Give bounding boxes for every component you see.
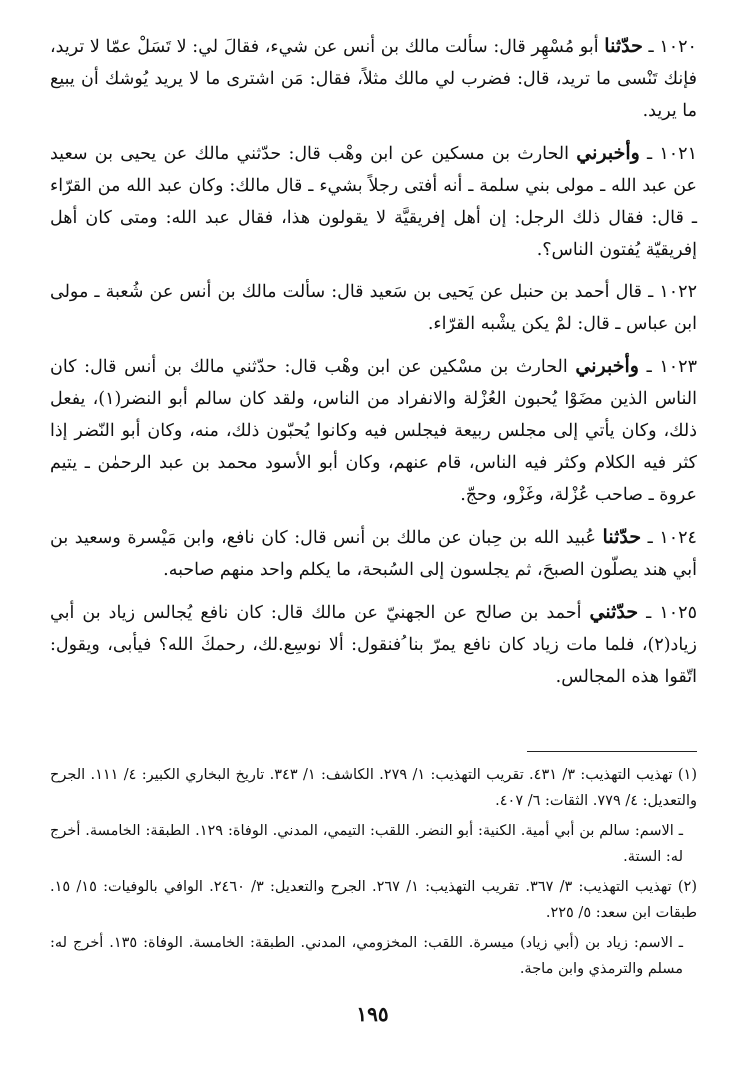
paragraph-lead-word: وأخبرني xyxy=(575,355,639,377)
paragraph-text: الحارث بن مسكين عن ابن وهْب قال: حدّثني مالك عن يحيى بن سعيد عن عبد الله ـ مولى بني سلمة ـ أنه أفتى رجلاً بشيء ـ قال مالك: وكان عبد الله من القرّاء ـ قال: فقال ذلك الرجل: إن أهل إفريقيَّة لا يقولون هذا، فقال عبد الله: ومتى كان أهل إفريقيّة يُفتون الناس؟. xyxy=(50,144,697,260)
paragraph-lead-word: حدّثني xyxy=(589,601,639,623)
paragraph-lead-word: حدّثنا xyxy=(604,35,643,57)
footnote-2-bio: ـ الاسم: زياد بن (أبي زياد) ميسرة. اللقب: المخزومي، المدني. الطبقة: الخامسة. الوفاة: ١٣٥. أخرج له: مسلم والترمذي وابن ماجة. xyxy=(50,935,684,977)
hadith-paragraph-1023 xyxy=(50,350,697,511)
hadith-paragraph-1021 xyxy=(50,137,697,266)
paragraph-number: ١٠٢١ ـ xyxy=(647,144,697,164)
hadith-paragraph-1022 xyxy=(50,276,697,340)
paragraph-text: عُبيد الله بن حِبان عن مالك بن أنس قال: كان نافع، وابن مَيْسرة وسعيد بن أبي هند يصلّون الصبحَ، ثم يجلسون إلى السُبحة، ما يكلم واحد منهم صاحبه. xyxy=(50,528,697,580)
footnote-1-bio: ـ الاسم: سالم بن أبي أمية. الكنية: أبو النضر. اللقب: التيمي، المدني. الوفاة: ١٢٩. الطبقة: الخامسة. أخرج له: الستة. xyxy=(50,823,683,865)
hadith-paragraph-1024 xyxy=(50,521,697,586)
paragraph-text: أحمد بن صالح عن الجهنيّ عن مالك قال: كان نافع يُجالس زياد بن أبي زياد(٢)، فلما مات زياد كان نافع يمرّ بنا ُفنقول: ألا نوسِع.لك، رحمكَ الله؟ فيأبى، ويقول: اتّقوا هذه المجالس. xyxy=(50,603,697,687)
hadith-paragraph-1020 xyxy=(50,30,697,127)
footnote-2-sources: (٢) تهذيب التهذيب: ٣/ ٣٦٧. تقريب التهذيب: ١/ ٢٦٧. الجرح والتعديل: ٣/ ٢٤٦٠. الوافي بالوفيات: ١٥/ ١٥. طبقات ابن سعد: ٥/ ٢٢٥. xyxy=(50,879,697,921)
footnote-divider xyxy=(527,751,697,752)
paragraph-text: قال أحمد بن حنبل عن يَحيى بن سَعيد قال: سألت مالك بن أنس عن شُعبة ـ مولى ابن عباس ـ قال: لمْ يكن يشْبه القرّاء. xyxy=(50,282,697,334)
paragraph-number: ١٠٢٢ ـ xyxy=(648,282,697,302)
paragraph-number: ١٠٢٥ ـ xyxy=(646,603,697,623)
paragraph-number: ١٠٢٣ ـ xyxy=(646,357,697,377)
paragraph-number: ١٠٢٤ ـ xyxy=(647,528,697,548)
paragraph-lead-word: حدّثنا xyxy=(602,526,642,548)
paragraph-text: أبو مُسْهِر قال: سألت مالك بن أنس عن شيء، فقالَ لي: لا تَسَلْ عمّا لا تريد، فإنك تَنْسى ما تريد، قال: فضرب لي مالك مثلاً، فقال: مَن اشترى ما لا يريد يُوشك أن يبيع ما يريد. xyxy=(50,37,697,121)
footnote-1-sources: (١) تهذيب التهذيب: ٣/ ٤٣١. تقريب التهذيب: ١/ ٢٧٩. الكاشف: ١/ ٣٤٣. تاريخ البخاري الكبير: ٤/ ١١١. الجرح والتعديل: ٤/ ٧٧٩. الثقات: ٦/ ٤٠٧. xyxy=(50,767,697,809)
paragraph-text: الحارث بن مسْكين عن ابن وهْب قال: حدّثني مالك بن أنس قال: كان الناس الذين مضَوْا يُحبون العُزْلة والانفراد من الناس، ولقد كان سالم أبو النضر(١)، يفعل ذلك، وكان يأتي إلى مجلس ربيعة فيجلس فيه وكانوا يُحبّون ذلك، منه، وكان أبو النّضر إذا كثر فيه الكلام وكثر فيه الناس، قام عنهم، وكان أبو الأسود محمد بن عبد الرحمٰن ـ يتيم عروة ـ صاحب عُزْلة، وغَزْو، وحجّ. xyxy=(50,357,697,505)
footnotes xyxy=(50,762,697,986)
hadith-paragraph-1025 xyxy=(50,596,697,693)
main-text xyxy=(50,30,697,693)
page-number: ١٩٥ xyxy=(356,1002,389,1026)
paragraph-lead-word: وأخبرني xyxy=(576,142,640,164)
paragraph-number: ١٠٢٠ ـ xyxy=(648,37,697,57)
